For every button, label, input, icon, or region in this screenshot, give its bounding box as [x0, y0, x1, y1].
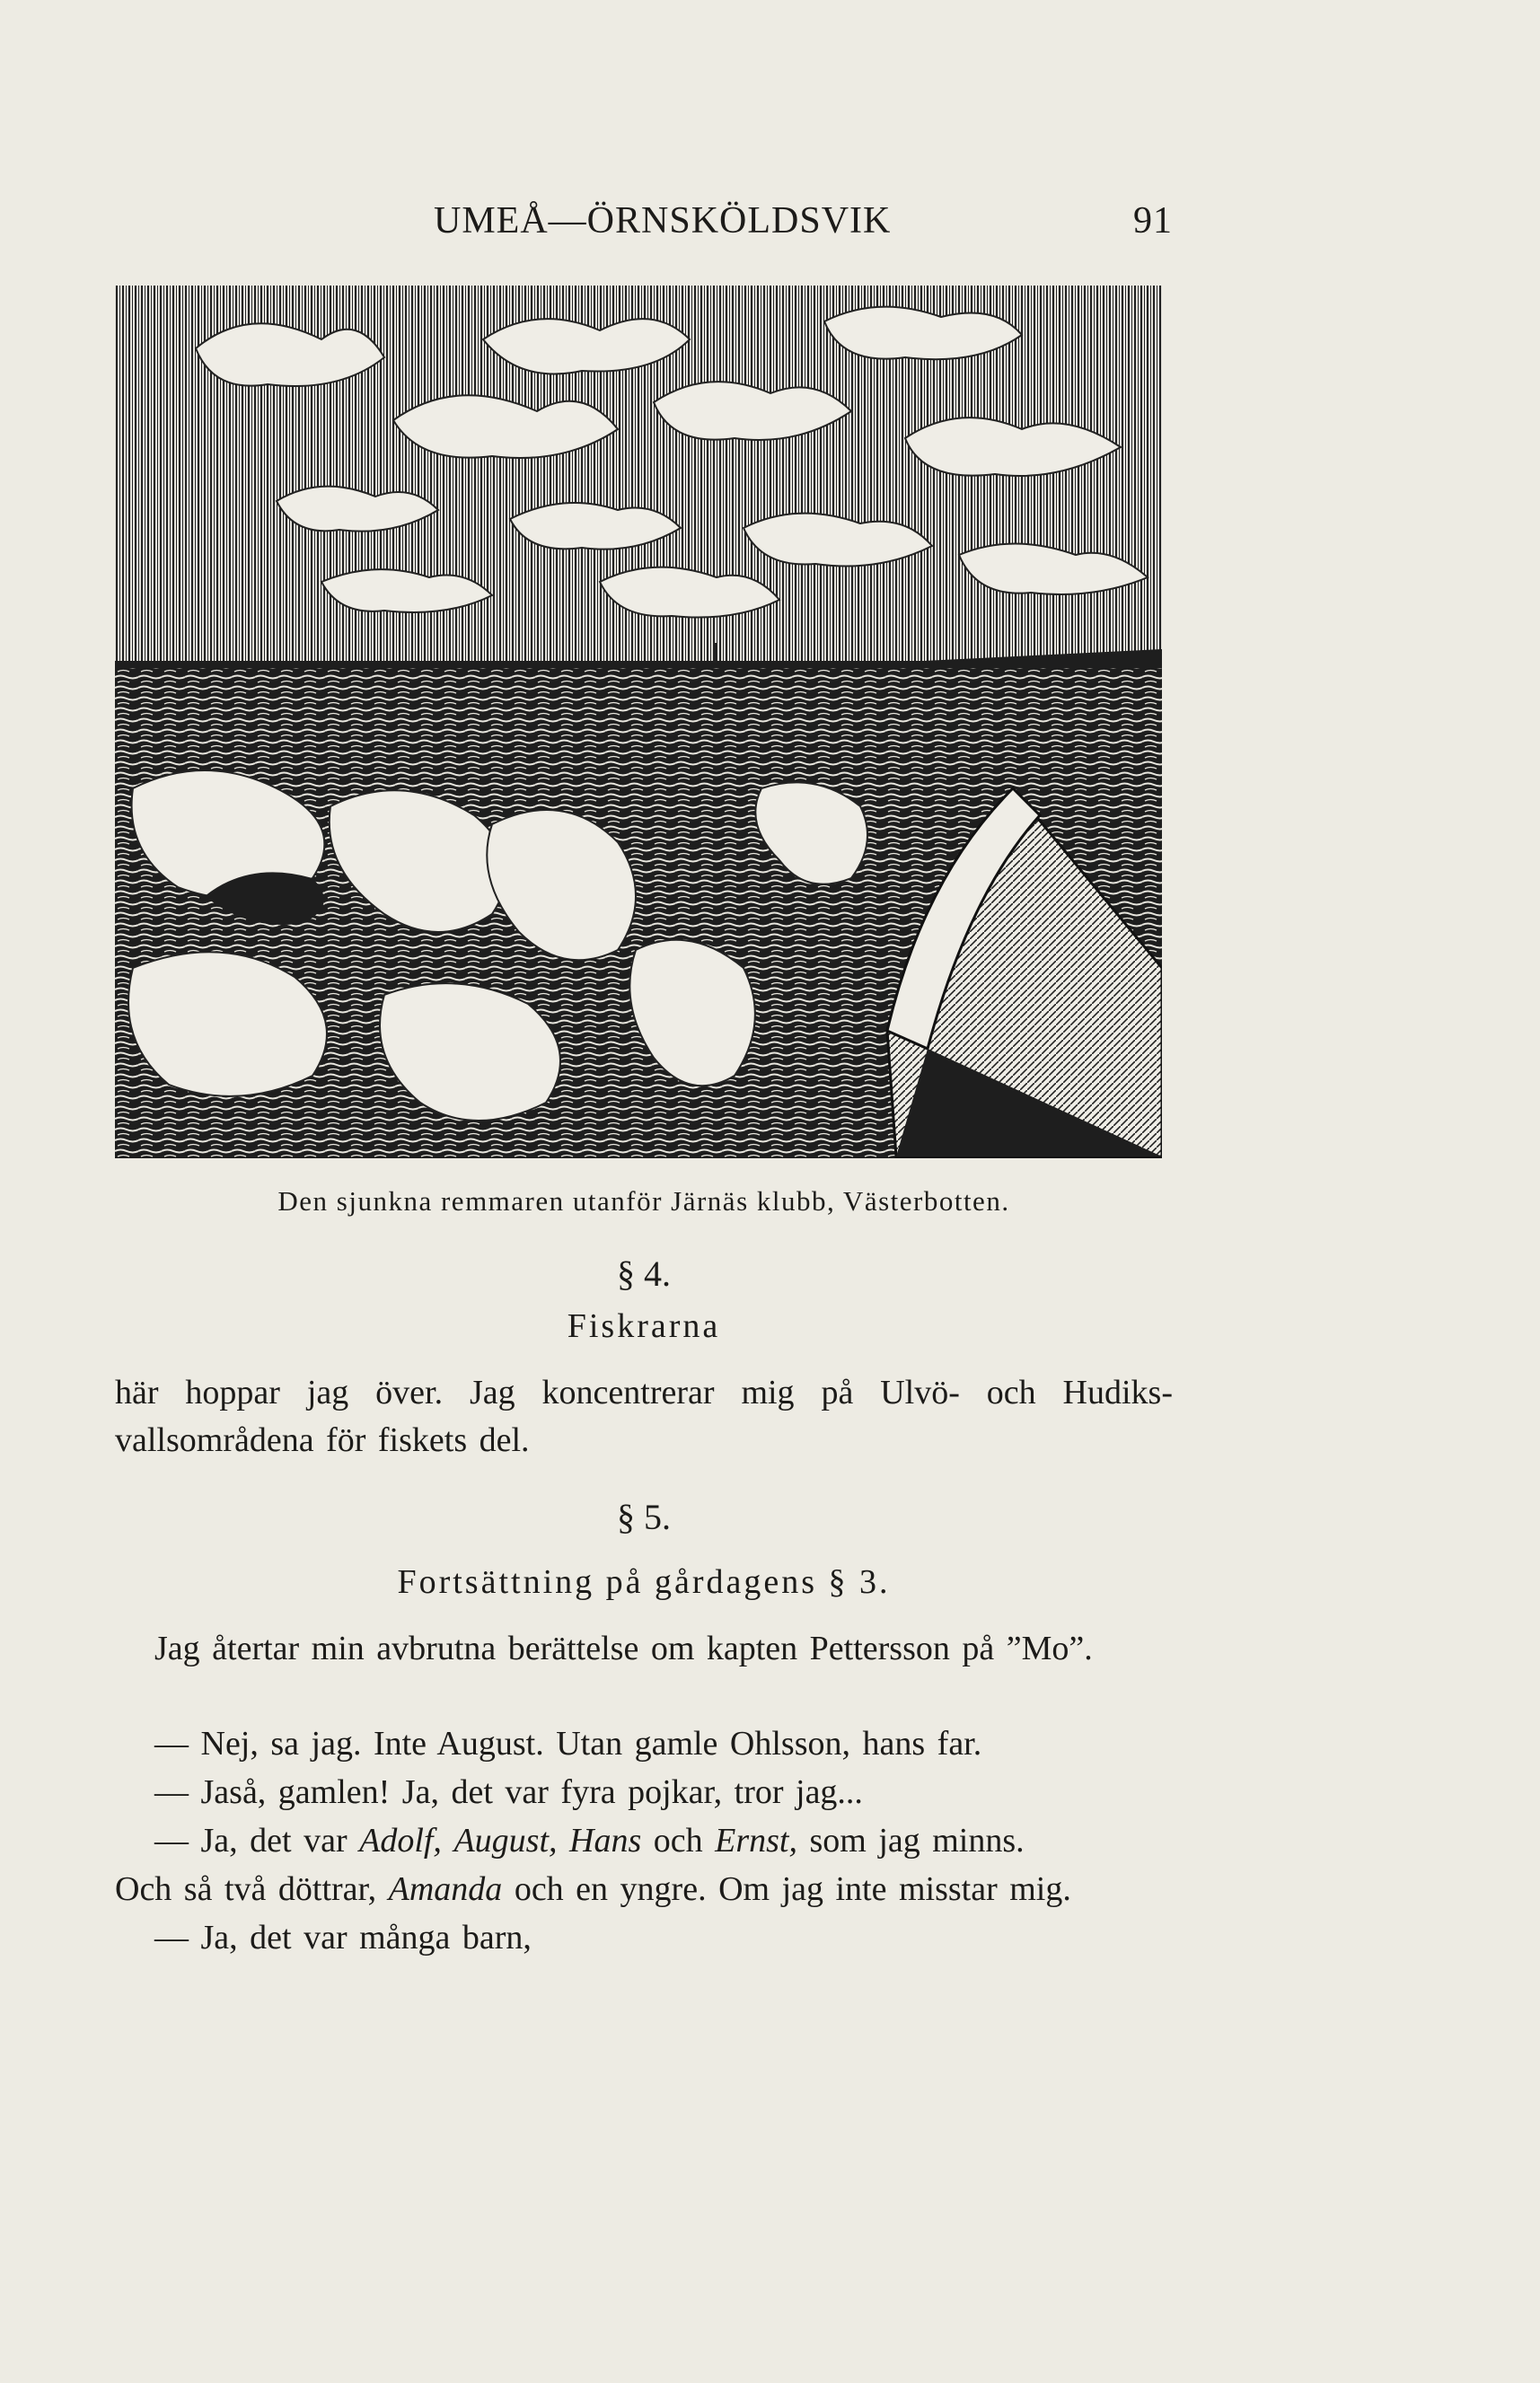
dialogue-text: Ja, det var många barn, [200, 1919, 532, 1957]
dialogue-line [115, 1866, 1173, 1913]
dialogue-line [115, 1817, 1173, 1865]
section-4-paragraph: här hoppar jag över. Jag koncentrerar mig på Ulvö- och Hudiksvallsområdena för fiskets del. [115, 1374, 1173, 1459]
dialogue-line [115, 1720, 1173, 1768]
dialogue-text: och en yngre. Om jag inte misstar mig. [502, 1870, 1071, 1908]
name-adolf: Adolf, [359, 1822, 442, 1860]
page-number: 91 [1133, 200, 1173, 242]
sea-boat-drawing-icon [115, 286, 1162, 1158]
name-amanda: Amanda [388, 1870, 503, 1908]
dialogue-text: som jag minns. [796, 1822, 1025, 1860]
dialogue-line [115, 1914, 1173, 1962]
running-head [115, 199, 1173, 253]
section-title-4: Fiskrarna [567, 1307, 721, 1345]
dialogue-text: Jaså, gamlen! Ja, det var fyra pojkar, tror jag... [200, 1773, 863, 1811]
dialogue-dash: — [154, 1725, 189, 1763]
section-number-5: § 5. [617, 1497, 671, 1537]
illustration-svg [115, 286, 1162, 1158]
name-ernst: Ernst, [715, 1822, 797, 1860]
illustration-caption: Den sjunkna remmaren utanför Järnäs klubb, Västerbotten. [277, 1185, 1010, 1217]
running-title: UMEÅ—ÖRNSKÖLDSVIK [434, 200, 892, 242]
section-title-5: Fortsättning på gårdagens § 3. [397, 1563, 891, 1601]
dialogue-line [115, 1769, 1173, 1816]
section-5-paragraph: Jag återtar min avbrutna berättelse om kapten Pettersson på ”Mo”. [154, 1630, 1093, 1667]
dialogue-dash: — [154, 1773, 189, 1811]
dialogue-dash: — [154, 1822, 189, 1860]
name-hans: Hans [569, 1822, 642, 1860]
dialogue-text: Och så två döttrar, [115, 1870, 389, 1908]
dialogue-dash: — [154, 1919, 189, 1957]
dialogue-text: och [641, 1822, 716, 1860]
dialogue-text: Ja, det var [200, 1822, 360, 1860]
name-august: August, [453, 1822, 558, 1860]
section-number-4: § 4. [617, 1253, 671, 1294]
dialogue-text: Nej, sa jag. Inte August. Utan gamle Ohlsson, hans far. [200, 1725, 982, 1763]
